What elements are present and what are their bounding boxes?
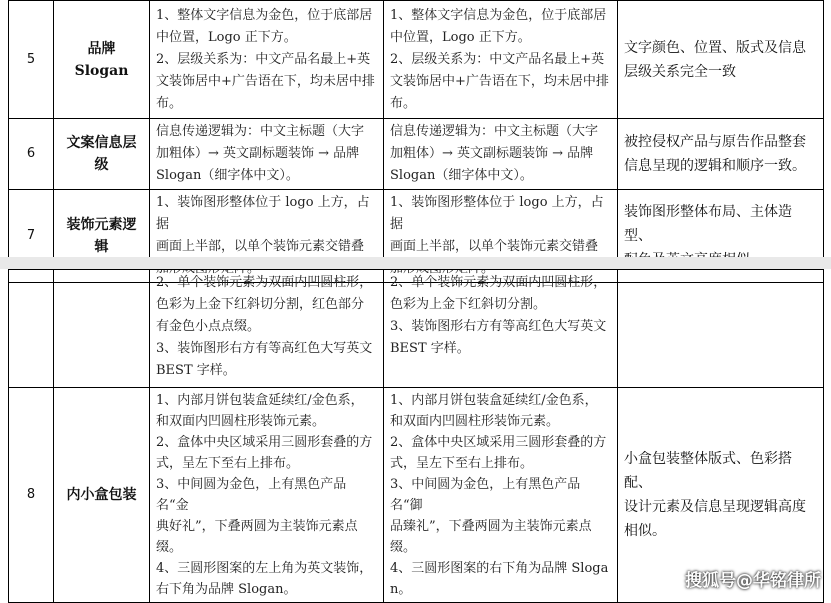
comparison-conclusion — [618, 270, 824, 388]
row-number: 5 — [9, 1, 54, 119]
watermark: 搜狐号@华铭律所 — [685, 571, 821, 591]
comparison-table-bottom — [8, 269, 824, 603]
comparison-conclusion: 小盒包装整体版式、色彩搭配、 设计元素及信息呈现逻辑高度 相似。 — [618, 388, 824, 603]
comparison-conclusion: 文字颜色、位置、版式及信息 层级关系完全一致 — [618, 1, 824, 119]
accused-product-description: 1、内部月饼包装盒延续红/金色系， 和双面内凹圆柱形装饰元素。 2、盒体中央区域采用三圆形套叠的方 式，呈左下至右上排布。 3、中间圆为金色，上有黑色产品名“御 品臻礼”，下叠两圆为主装饰元素点 缀。 4、三圆形图案的右下角为品牌 Slogan。 — [384, 388, 618, 603]
comparison-table-top — [8, 0, 824, 283]
row-item-name: 品牌 Slogan — [54, 1, 150, 119]
table-row — [9, 1, 824, 119]
comparison-conclusion: 被控侵权产品与原告作品整套 信息呈现的逻辑和顺序一致。 — [618, 119, 824, 190]
original-work-description: 2、单个装饰元素为双面内凹圆柱形， 色彩为上金下红斜切分割，红色部分 有金色小点点缀。 3、装饰图形右方有等高红色大写英文 BEST 字样。 — [150, 270, 384, 388]
original-work-description: 1、整体文字信息为金色，位于底部居 中位置，Logo 正下方。 2、层级关系为：中文产品名最上+英 文装饰居中+广告语在下，均未居中排 布。 — [150, 1, 384, 119]
accused-product-description: 1、整体文字信息为金色，位于底部居 中位置，Logo 正下方。 2、层级关系为：中文产品名最上+英 文装饰居中+广告语在下，均未居中排 布。 — [384, 1, 618, 119]
original-work-description: 信息传递逻辑为：中文主标题（大字 加粗体）→ 英文副标题装饰 → 品牌 Slogan（细字体中文）。 — [150, 119, 384, 190]
row-item-name: 文案信息层级 — [54, 119, 150, 190]
accused-product-description: 信息传递逻辑为：中文主标题（大字 加粗体）→ 英文副标题装饰 → 品牌 Slogan（细字体中文）。 — [384, 119, 618, 190]
row-item-name — [54, 270, 150, 388]
comparison-conclusion: 装饰图形整体布局、主体造型、 — [618, 190, 824, 283]
page-break — [0, 257, 831, 269]
table-row — [9, 119, 824, 190]
row-number: 7 — [9, 190, 54, 283]
accused-product-description: 1、装饰图形整体位于 logo 上方，占据 画面上半部，以单个装饰元素交错叠 — [384, 190, 618, 283]
row-number: 8 — [9, 388, 54, 603]
table-row — [9, 270, 824, 388]
row-item-name: 内小盒包装 — [54, 388, 150, 603]
accused-product-description: 2、单个装饰元素为双面内凹圆柱形， 色彩为上金下红斜切分割。 3、装饰图形右方有等高红色大写英文 BEST 字样。 — [384, 270, 618, 388]
original-work-description: 1、内部月饼包装盒延续红/金色系， 和双面内凹圆柱形装饰元素。 2、盒体中央区域采用三圆形套叠的方 式，呈左下至右上排布。 3、中间圆为金色，上有黑色产品名“金 典好礼”，下叠两圆为主装饰元素点 缀。 4、三圆形图案的左上角为英文装饰， 右下角为品牌 Slogan。 — [150, 388, 384, 603]
row-item-name: 装饰元素逻辑 — [54, 190, 150, 283]
original-work-description: 1、装饰图形整体位于 logo 上方，占据 画面上半部，以单个装饰元素交错叠 — [150, 190, 384, 283]
row-number: 6 — [9, 119, 54, 190]
row-number — [9, 270, 54, 388]
